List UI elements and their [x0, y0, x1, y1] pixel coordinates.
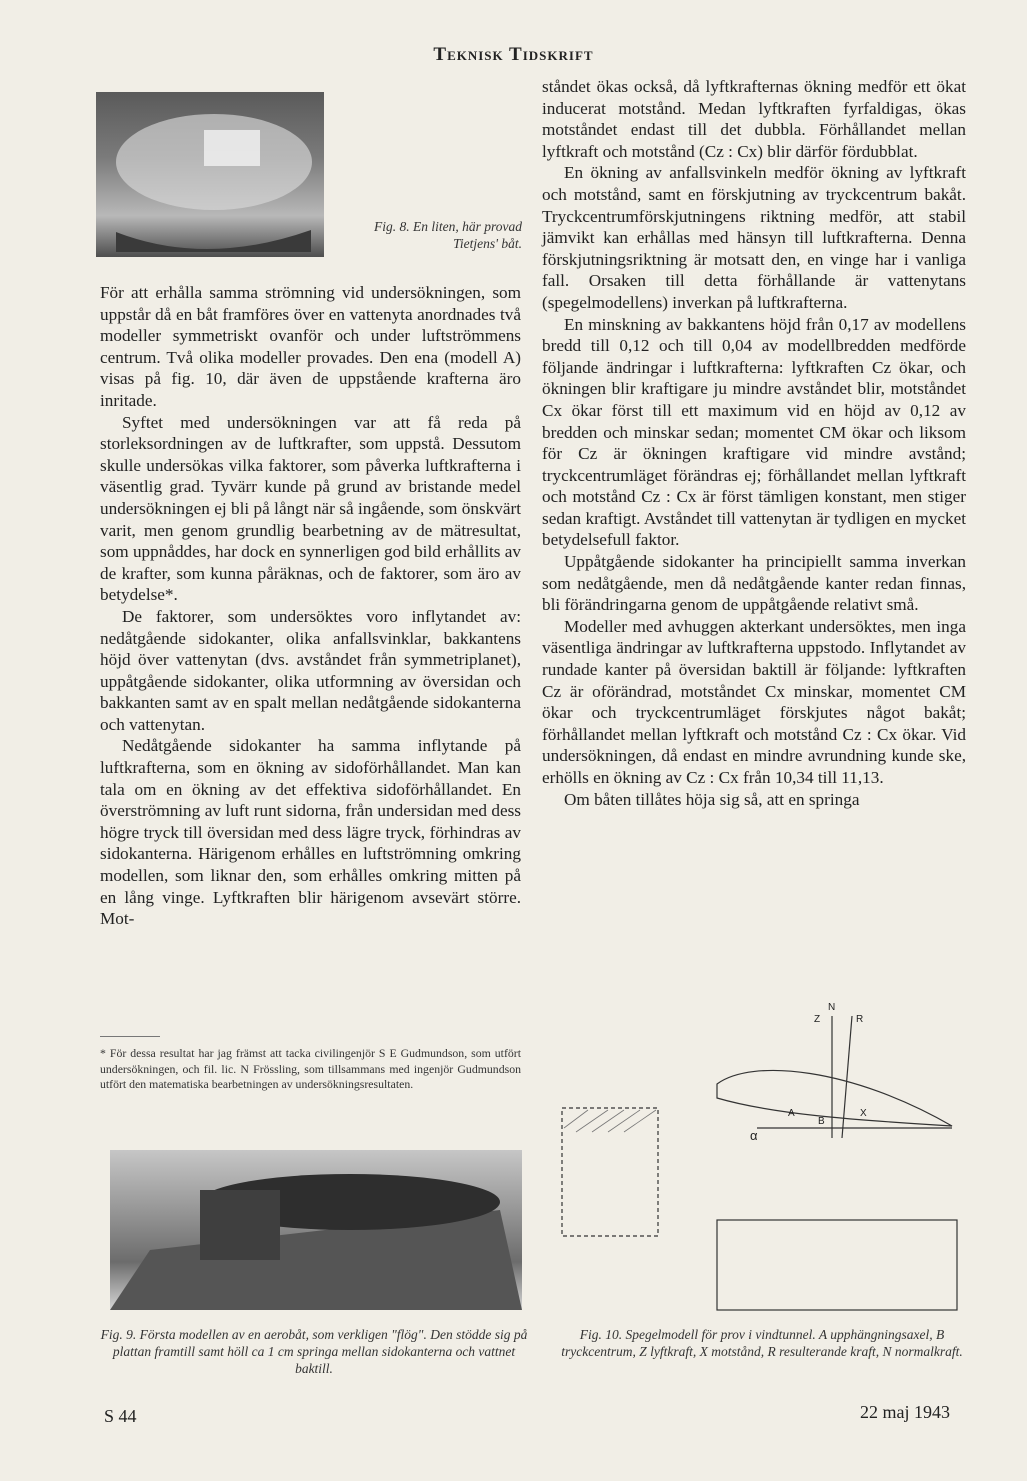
right-column	[542, 76, 966, 810]
mirror-model-box	[562, 1108, 658, 1236]
label-b: B	[818, 1116, 825, 1127]
paragraph: Nedåtgående sidokanter ha samma inflytande på luftkrafterna, som en ökning av sidoförhållandet. Man kan tala om en ökning av det effektiva sidoförhållandet. En överströmning av luft runt sidorna, från undersidan med dess högre tryck till översidan med dess lägre tryck, förhindras av sidokanterna. Härigenom erhålles en luftströmning omkring modellen, som liknar den, som erhålles omkring mitten på en lång vinge. Lyftkraften blir härigenom avsevärt större. Mot-	[100, 736, 521, 929]
paragraph: De faktorer, som undersöktes voro inflytandet av: nedåtgående sidokanter, olika anfallsvinklar, bakkantens höjd över vattenytan (dvs. avståndet från symmetriplanet), uppåtgående sidokanter, olika utformning av översidan och bakkanten samt av en spalt mellan nedåtgående sidokanterna och vattenytan.	[100, 606, 521, 734]
paragraph: Syftet med undersökningen var att få reda på storleksordningen av de luftkrafter, som uppstå. Dessutom skulle undersökas vilka faktorer, som påverka luftkrafterna i väsentlig grad. Tyvärr kunde på grund av bristande medel undersökningen ej bli på långt när så ingående, som önskvärt varit, men genom grundlig bearbetning av de mätresultat, som uppnåddes, har dock en synnerligen god bild erhållits av de krafter, som kunna påräknas, och de faktorer, som äro av betydelse*.	[100, 412, 522, 605]
paragraph: En minskning av bakkantens höjd från 0,17 av modellens bredd till 0,12 och till 0,04 av modellbredden medförde följande ändringar i luftkrafterna: lyftkraften Cz ökar, och ökningen blir kraftigare ju mindre avståndet blir, motståndet Cx ökar först till ett maximum vid en höjd av 0,12 av bredden och minskar sedan; momentet CM ökar och liksom för Cz är ökningen kraftigare vid mindre avstånd; tryckcentrumläget förändras ej; förhållandet mellan lyftkraft och motstånd Cz : Cx är först tämligen konstant, men stiger sedan kraftigt. Avståndet till vattenytan är tydligen en mycket betydelsefull faktor.	[542, 314, 966, 550]
figure-9-photo	[110, 1150, 522, 1310]
label-n: N	[828, 1002, 836, 1013]
paragraph: Modeller med avhuggen akterkant undersöktes, men inga väsentliga ändringar av luftkrafterna uppstodo. Inflytandet av rundade kanter på översidan baktill är följande: lyftkraften Cz är oförändrad, motståndet Cx minskar, momentet CM ökar och tryckcentrumläget förskjutes något bakåt; förhållandet mellan lyftkraft och motstånd Cz : Cx ökar. Vid undersökningen, då endast en mindre avrundning kunde ske, erhölls en ökning av Cz : Cx från 10,34 till 11,13.	[542, 616, 966, 787]
figure-8-caption: Fig. 8. En liten, här provad Tietjens' båt.	[374, 219, 522, 251]
paragraph: Uppåtgående sidokanter ha principiellt samma inverkan som nedåtgående, men då nedåtgående kanter redan finnas, bli förändringarna genom de uppåtgående relativt små.	[542, 552, 966, 615]
paragraph: För att erhålla samma strömning vid undersökningen, som uppstår då en båt framföres över en vattenyta anordnades två modeller symmetriskt ovanför och under luftströmmens centrum. Två olika modeller provades. Den ena (modell A) visas på fig. 10, där även de uppstående krafterna äro inritade.	[100, 283, 521, 410]
label-z: Z	[814, 1014, 821, 1025]
figure-8-photo	[96, 92, 324, 257]
page-number: S 44	[104, 1406, 137, 1426]
left-column	[100, 282, 521, 930]
figure-10-caption: Fig. 10. Spegelmodell för prov i vindtunnel. A upphängningsaxel, B tryckcentrum, Z lyftkraft, X motstånd, R resulterande kraft, N normalkraft.	[561, 1327, 963, 1359]
lower-model-box	[717, 1220, 957, 1310]
wing-profile	[717, 1070, 952, 1126]
footnote: * För dessa resultat har jag främst att tacka civilingenjör S E Gudmundson, som utfört undersökningen, och fil. lic. N Frössling, som tillsammans med ingenjör Gudmundson utfört den matematiska bearbetningen av undersökningsresultaten.	[100, 1046, 521, 1092]
figure-9-caption: Fig. 9. Första modellen av en aerobåt, som verkligen "flög". Den stödde sig på plattan framtill samt höll ca 1 cm springa mellan sidokanterna och vattnet baktill.	[100, 1327, 528, 1376]
boat-model-image	[96, 92, 324, 257]
figure-10-diagram	[552, 998, 972, 1316]
aerobat-model-image	[110, 1150, 522, 1310]
issue-date: 22 maj 1943	[860, 1402, 950, 1422]
label-a: A	[788, 1108, 795, 1119]
paragraph: Om båten tillåtes höja sig så, att en springa	[564, 789, 860, 809]
paragraph: En ökning av anfallsvinkeln medför ökning av lyftkraft och motstånd, samt en förskjutning av tryckcentrum bakåt. Tryckcentrumförskjutningens riktning medför, att stabil jämvikt kan erhållas med hänsyn till luftkrafterna. Denna förskjutningsriktning är motsatt den, en vinge har i vanliga fall. Orsaken till detta förhållande är vattenytans (spegelmodellens) inverkan på luftkrafterna.	[542, 163, 966, 312]
label-x: X	[860, 1108, 867, 1119]
label-alpha: α	[750, 1128, 758, 1143]
footnote-divider	[100, 1036, 160, 1037]
paragraph: ståndet ökas också, då lyftkrafternas ökning medför ett ökat inducerat motstånd. Medan lyftkraften fyrfaldigas, ökas motståndet endast till det dubbla. Förhållandet mellan lyftkraft och motstånd (Cz : Cx) blir därför fördubblat.	[542, 77, 966, 161]
label-r: R	[856, 1014, 864, 1025]
journal-title: Teknisk Tidskrift	[433, 44, 594, 65]
resultant-force-arrow	[842, 1016, 852, 1138]
